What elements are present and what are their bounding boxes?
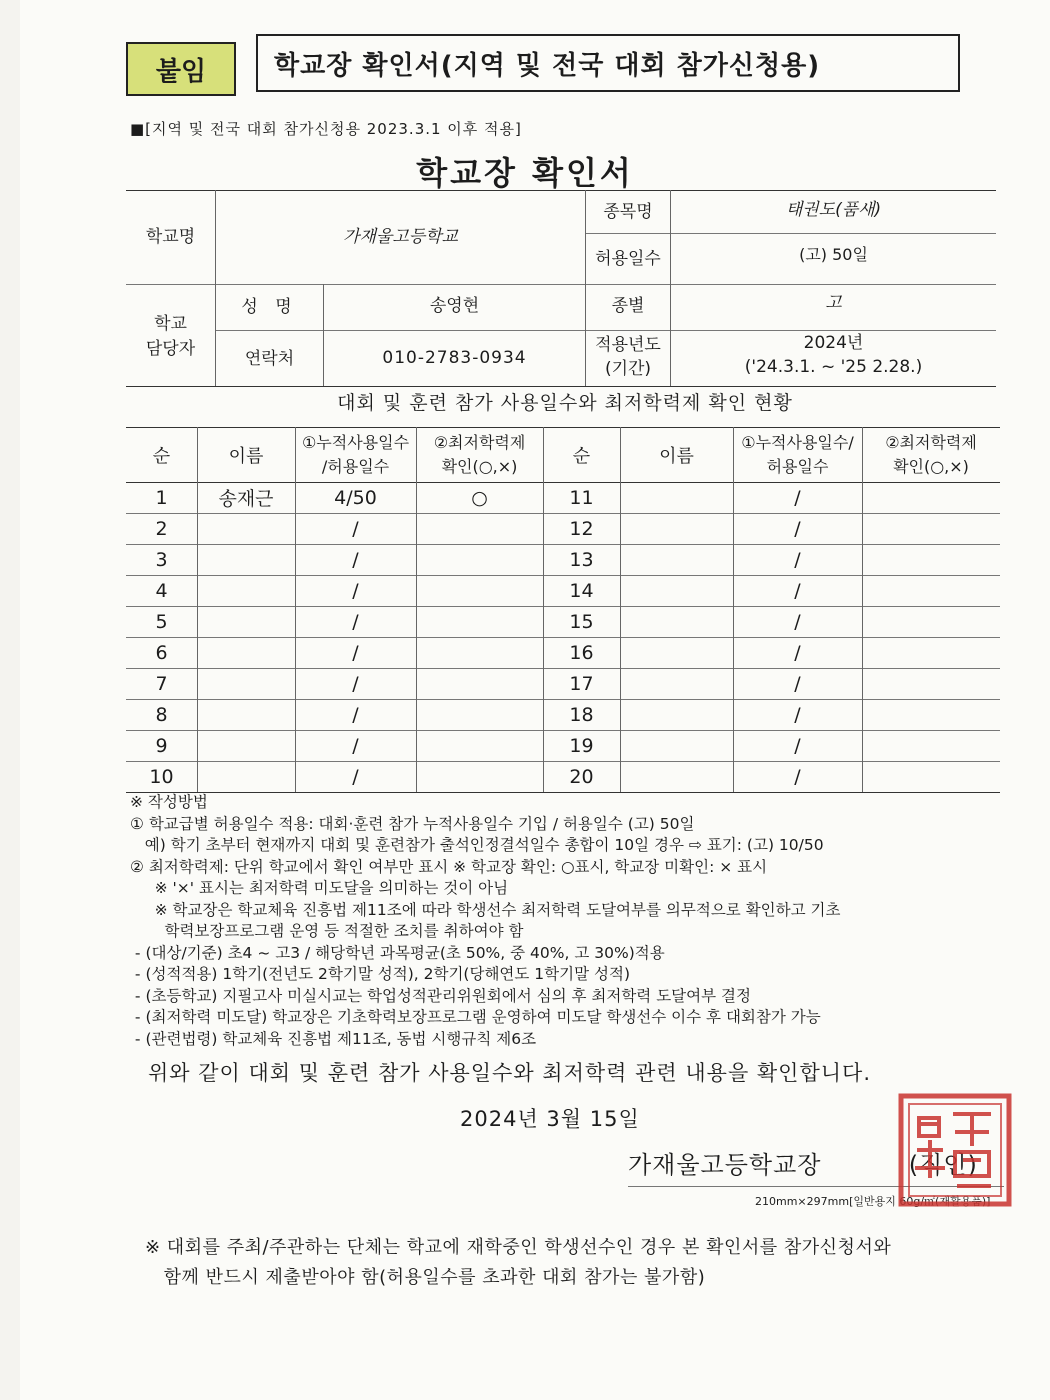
row-days-used: /: [794, 610, 801, 633]
apply-year-label: [586, 333, 670, 381]
instruction-line: ② 최저학력제: 단위 학교에서 확인 여부만 표시 ※ 학교장 확인: ○표시, 학교장 미확인: × 표시: [130, 857, 768, 876]
row-seq: 3: [155, 548, 168, 571]
row-seq: 6: [155, 641, 168, 664]
row-days-used: /: [352, 579, 359, 602]
row-seq: 14: [569, 579, 594, 602]
confirmation-date: 2024년 3월 15일: [460, 1107, 640, 1131]
attachment-tag: 붙임: [126, 42, 236, 96]
row-student-name: [197, 575, 295, 606]
row-student-name: [197, 606, 295, 637]
instruction-line: ※ '×' 표시는 최저학력 미도달을 의미하는 것이 아님: [130, 879, 509, 897]
row-min-achievement-check: [416, 513, 543, 544]
instruction-line: - (초등학교) 지필고사 미실시교는 학업성적관리위원회에서 심의 후 최저학력 도달여부 결정: [130, 986, 751, 1005]
row-seq: 20: [569, 765, 594, 788]
allowed-days-value: (고) 50일: [799, 245, 868, 264]
row-min-achievement-check: [416, 730, 543, 761]
row-student-name: [620, 637, 733, 668]
contact-label-line-1: 학교: [154, 314, 187, 334]
instruction-line: ※ 작성방법: [130, 793, 208, 811]
row-min-achievement-check: [416, 544, 543, 575]
event-value: 태권도(품새): [785, 200, 882, 220]
instruction-line: - (최저학력 미도달) 학교장은 기초학력보장프로그램 운영하여 미도달 학생선수 이수 후 대회참가 가능: [130, 1008, 821, 1026]
row-min-achievement-check: [416, 761, 543, 792]
row-student-name: [197, 637, 295, 668]
row-days-used: /: [794, 672, 801, 695]
row-days-used: /: [352, 517, 359, 540]
grid-header-line: ②최저학력제: [433, 433, 526, 452]
row-student-name: [197, 544, 295, 575]
contact-person-label: [126, 312, 215, 362]
school-name-label: 학교명: [145, 227, 196, 247]
row-student-name: [620, 482, 733, 513]
grid-header-line: 확인(○,×): [441, 457, 518, 476]
section-heading: 대회 및 훈련 참가 사용일수와 최저학력제 확인 현황: [337, 392, 793, 414]
name-value: 송영현: [429, 296, 480, 316]
row-seq: 12: [569, 517, 594, 540]
row-days-used: /: [352, 765, 359, 788]
apply-year-label-line-1: 적용년도: [595, 335, 661, 355]
instruction-line: ※ 학교장은 학교체육 진흥법 제11조에 따라 학생선수 최저학력 도달여부를 의무적으로 확인하고 기초: [130, 900, 841, 919]
instruction-line: 예) 학기 초부터 현재까지 대회 및 훈련참가 출석인정결석일수 총합이 10일 경우 ⇨ 표기: (고) 10/50: [130, 836, 824, 854]
row-seq: 18: [569, 703, 594, 726]
row-min-achievement-check: ○: [471, 486, 488, 509]
row-min-achievement-check: [862, 761, 1000, 792]
applicability-note: ■[지역 및 전국 대회 참가신청용 2023.3.1 이후 적용]: [130, 120, 522, 138]
row-min-achievement-check: [862, 668, 1000, 699]
event-label: 종목명: [603, 201, 653, 222]
confirmation-statement: 위와 같이 대회 및 훈련 참가 사용일수와 최저학력 관련 내용을 확인합니다.: [148, 1061, 872, 1085]
allowed-days-label: 허용일수: [595, 249, 661, 269]
submission-notice-line: 함께 반드시 제출받아야 함(허용일수를 초과한 대회 참가는 불가함): [145, 1267, 706, 1288]
row-student-name: [197, 761, 295, 792]
row-days-used: /: [352, 641, 359, 664]
row-days-used: /: [794, 579, 801, 602]
grid-header-line: 확인(○,×): [893, 457, 969, 476]
row-min-achievement-check: [416, 606, 543, 637]
instruction-line: 학력보장프로그램 운영 등 적절한 조치를 취하여야 함: [130, 922, 524, 940]
row-student-name: [620, 575, 733, 606]
row-student-name: 송재근: [218, 488, 274, 510]
school-name-value: 가재울고등학교: [343, 227, 458, 247]
grid-header-days: [733, 431, 862, 479]
grid-header-check: [862, 431, 1000, 479]
official-seal-label: (직인): [908, 1151, 978, 1179]
instruction-line: - (대상/기준) 초4 ~ 고3 / 해당학년 과목평균(초 50%, 중 40%, 고 30%)적용: [130, 943, 665, 962]
row-min-achievement-check: [862, 730, 1000, 761]
row-days-used: /: [794, 734, 801, 757]
row-days-used: /: [352, 703, 359, 726]
row-student-name: [620, 513, 733, 544]
row-student-name: [197, 513, 295, 544]
grid-header-seq: 순: [152, 445, 171, 467]
row-seq: 13: [569, 548, 594, 571]
info-table-bottom-rule: [126, 386, 996, 387]
grid-header-line: /허용일수: [321, 457, 390, 476]
phone-label: 연락처: [244, 348, 295, 369]
row-seq: 7: [155, 672, 168, 695]
row-seq: 19: [569, 734, 594, 757]
row-student-name: [197, 730, 295, 761]
row-student-name: [620, 668, 733, 699]
row-days-used: /: [794, 517, 801, 540]
grid-header-name: 이름: [228, 445, 264, 467]
row-days-used: /: [352, 610, 359, 633]
row-days-used: 4/50: [334, 486, 377, 509]
document-title: 학교장 확인서: [416, 154, 634, 192]
row-seq: 2: [155, 517, 168, 540]
row-student-name: [620, 606, 733, 637]
row-seq: 11: [569, 486, 594, 509]
row-min-achievement-check: [862, 513, 1000, 544]
grid-header-seq: 순: [572, 445, 591, 467]
row-seq: 17: [569, 672, 594, 695]
apply-year-value: [671, 331, 996, 379]
row-min-achievement-check: [416, 668, 543, 699]
principal-title: 가재울고등학교장: [628, 1151, 822, 1179]
row-student-name: [197, 699, 295, 730]
row-days-used: /: [794, 703, 801, 726]
row-days-used: /: [352, 672, 359, 695]
row-seq: 16: [569, 641, 594, 664]
row-min-achievement-check: [416, 637, 543, 668]
row-days-used: /: [352, 734, 359, 757]
row-student-name: [197, 668, 295, 699]
row-student-name: [620, 730, 733, 761]
row-seq: 5: [155, 610, 168, 633]
row-min-achievement-check: [416, 575, 543, 606]
row-seq: 1: [155, 486, 168, 509]
grid-header-line: ②최저학력제: [885, 433, 977, 452]
instruction-line: - (성적적용) 1학기(전년도 2학기말 성적), 2학기(당해연도 1학기말 성적): [130, 965, 630, 983]
contact-label-line-2: 담당자: [145, 339, 196, 359]
form-title: 학교장 확인서(지역 및 전국 대회 참가신청용): [256, 34, 960, 92]
grid-header-days: [295, 431, 416, 479]
row-student-name: [620, 544, 733, 575]
row-min-achievement-check: [862, 575, 1000, 606]
row-seq: 8: [155, 703, 168, 726]
row-days-used: /: [794, 641, 801, 664]
row-min-achievement-check: [862, 699, 1000, 730]
instruction-line: - (관련법령) 학교체육 진흥법 제11조, 동법 시행규칙 제6조: [130, 1029, 537, 1048]
writing-instructions: [130, 792, 840, 1050]
row-seq: 10: [149, 765, 174, 788]
submission-notice-line: ※ 대회를 주최/주관하는 단체는 학교에 재학중인 학생선수인 경우 본 확인서를 참가신청서와: [145, 1237, 892, 1258]
grid-header-check: [416, 431, 543, 479]
paper-specification: 210mm×297mm[일반용지 60g/㎡(재활용품)]: [755, 1195, 991, 1208]
row-days-used: /: [352, 548, 359, 571]
apply-year-label-line-2: (기간): [604, 359, 652, 379]
grid-header-line: ①누적사용일수/: [741, 433, 854, 452]
row-student-name: [620, 699, 733, 730]
row-days-used: /: [794, 486, 801, 509]
row-seq: 9: [155, 734, 168, 757]
apply-year-period: ('24.3.1. ~ '25 2.28.): [744, 357, 923, 377]
row-min-achievement-check: [862, 482, 1000, 513]
row-min-achievement-check: [862, 544, 1000, 575]
row-seq: 4: [155, 579, 168, 602]
phone-value: 010-2783-0934: [382, 347, 527, 368]
type-value: 고: [825, 293, 842, 313]
grid-header-line: ①누적사용일수: [301, 433, 410, 452]
submission-notice: [145, 1233, 891, 1293]
name-label: 성 명: [241, 297, 298, 317]
official-seal-stamp: [895, 1090, 1015, 1210]
instruction-line: ① 학교급별 허용일수 적용: 대회·훈련 참가 누적사용일수 기입 / 허용일수 (고) 50일: [130, 814, 695, 833]
apply-year-value-line-1: 2024년: [803, 333, 864, 353]
type-label: 종별: [611, 296, 645, 316]
row-days-used: /: [794, 548, 801, 571]
row-student-name: [620, 761, 733, 792]
row-seq: 15: [569, 610, 594, 633]
row-days-used: /: [794, 765, 801, 788]
grid-header-line: 허용일수: [766, 457, 829, 476]
row-min-achievement-check: [862, 637, 1000, 668]
row-min-achievement-check: [862, 606, 1000, 637]
grid-header-name: 이름: [659, 445, 694, 467]
row-min-achievement-check: [416, 699, 543, 730]
